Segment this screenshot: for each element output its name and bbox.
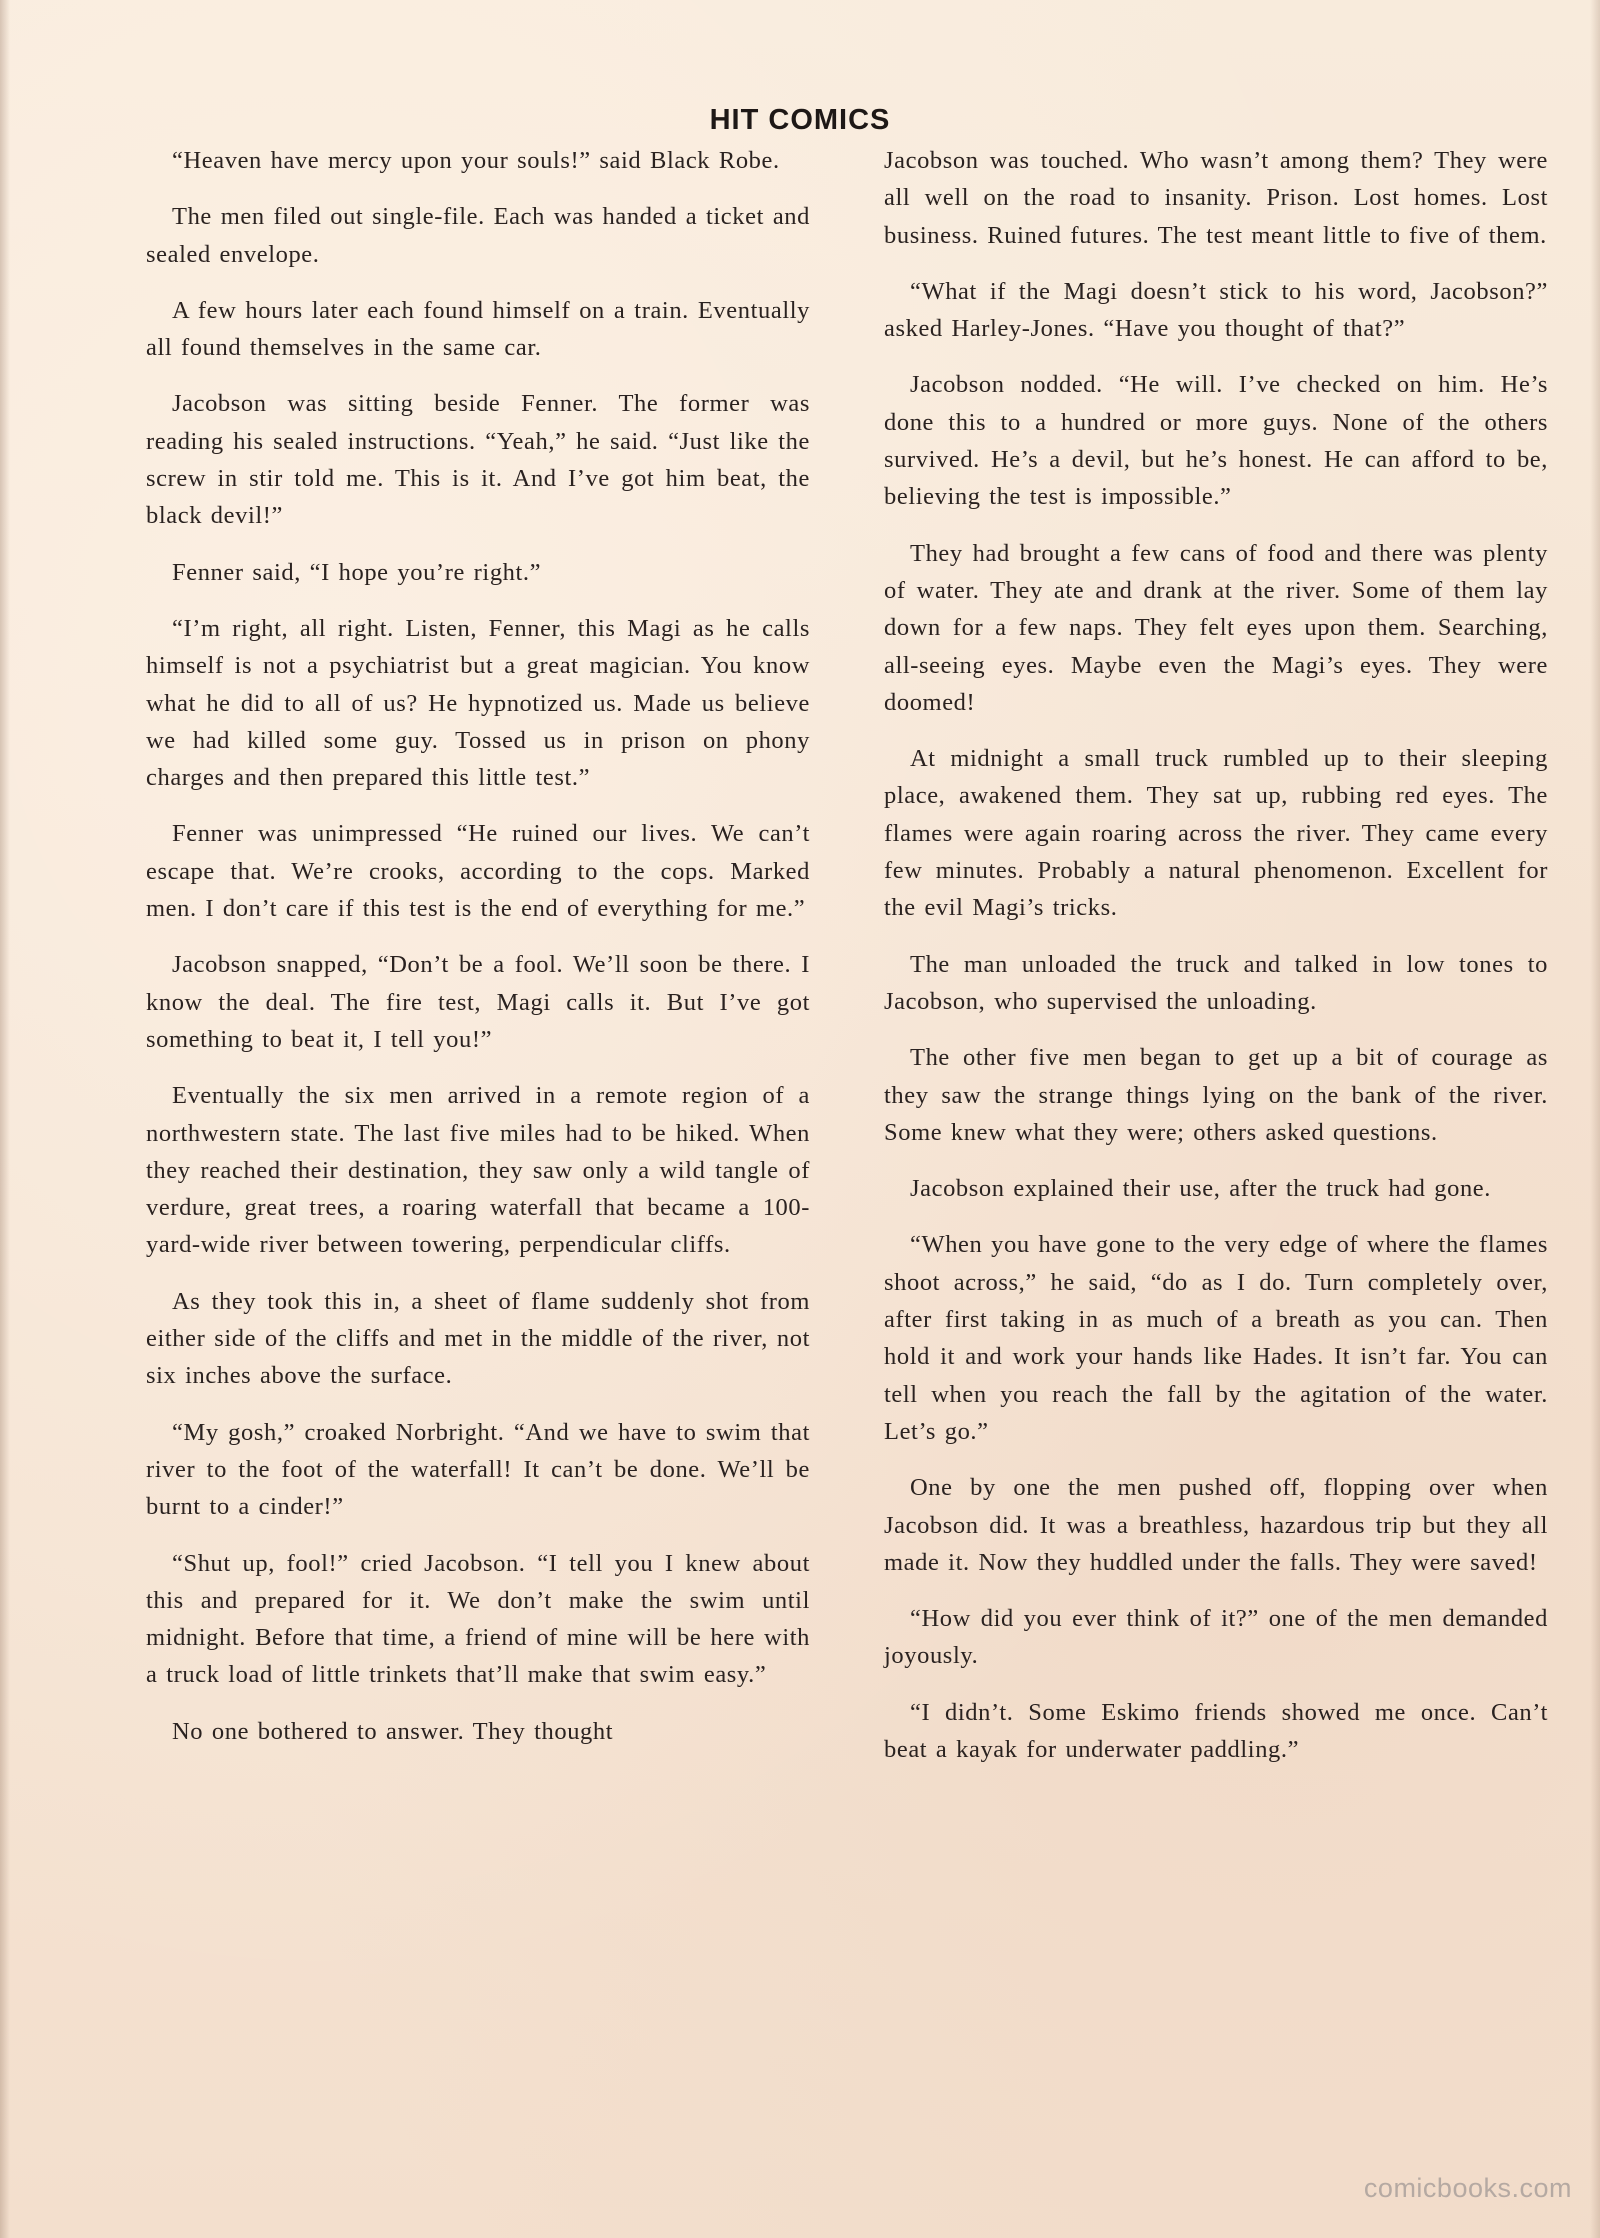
paragraph: “Heaven have mercy upon your souls!” said Black Robe. bbox=[172, 147, 780, 174]
paragraph: They had brought a few cans of food and there was plenty of water. They ate and drank at the river. Some of them lay down for a few naps. They felt eyes upon them. Searching, all-seeing eyes. Maybe even the Magi’s eyes. They were doomed! bbox=[884, 539, 1548, 716]
page-header: HIT COMICS bbox=[709, 104, 891, 136]
paragraph: “What if the Magi doesn’t stick to his word, Jacobson?” asked Harley-Jones. “Have you thought of that?” bbox=[884, 277, 1548, 343]
paragraph: “How did you ever think of it?” one of the men demanded joyously. bbox=[884, 1605, 1548, 1670]
paragraph: Jacobson snapped, “Don’t be a fool. We’ll soon be there. I know the deal. The fire test, Magi calls it. But I’ve got something to beat it, I tell you!” bbox=[146, 951, 810, 1053]
paragraph: Jacobson explained their use, after the truck had gone. bbox=[910, 1175, 1492, 1203]
paragraph: Eventually the six men arrived in a remote region of a northwestern state. The last five miles had to be hiked. When they reached their destination, they saw only a wild tangle of verdure, great trees, a roaring waterfall that became a 100-yard-wide river between towering, perpendicular cliffs. bbox=[146, 1082, 810, 1259]
paragraph: The men filed out single-file. Each was handed a ticket and sealed envelope. bbox=[146, 203, 810, 268]
right-text-column bbox=[884, 142, 1548, 1787]
paragraph: No one bothered to answer. They thought bbox=[172, 1717, 614, 1745]
paragraph: Jacobson was touched. Who wasn’t among them? They were all well on the road to insanity. Prison. Lost homes. Lost business. Ruined futures. The test meant little to five of them. bbox=[884, 147, 1548, 249]
watermark: comicbooks.com bbox=[1363, 2173, 1572, 2203]
paragraph: “I’m right, all right. Listen, Fenner, this Magi as he calls himself is not a psychiatrist but a great magician. You know what he did to all of us? He hypnotized us. Made us believe we had killed some guy. Tossed us in prison on phony charges and then prepared this little test.” bbox=[146, 614, 810, 792]
paragraph: As they took this in, a sheet of flame suddenly shot from either side of the cliffs and met in the middle of the river, not six inches above the surface. bbox=[146, 1287, 810, 1390]
paragraph: “When you have gone to the very edge of where the flames shoot across,” he said, “do as I do. Turn completely over, after first taking in as much of a breath as you can. Then hold it and work your hands like Hades. It isn’t far. You can tell when you reach the fall by the agitation of the water. Let’s go.” bbox=[884, 1231, 1548, 1445]
paragraph: “I didn’t. Some Eskimo friends showed me once. Can’t beat a kayak for underwater paddling.” bbox=[884, 1698, 1548, 1763]
page-edge-left bbox=[0, 0, 10, 2238]
paragraph: Jacobson was sitting beside Fenner. The former was reading his sealed instructions. “Yeah,” he said. “Just like the screw in stir told me. This is it. And I’ve got him beat, the black devil!” bbox=[146, 390, 810, 530]
paragraph: One by one the men pushed off, flopping over when Jacobson did. It was a breathless, hazardous trip but they all made it. Now they huddled under the falls. They were saved! bbox=[884, 1474, 1548, 1576]
paragraph: A few hours later each found himself on a train. Eventually all found themselves in the same car. bbox=[146, 296, 810, 362]
paragraph: Fenner said, “I hope you’re right.” bbox=[172, 558, 542, 586]
paragraph: Fenner was unimpressed “He ruined our lives. We can’t escape that. We’re crooks, according to the cops. Marked men. I don’t care if this test is the end of everything for me.” bbox=[146, 820, 810, 923]
page-edge-right bbox=[1590, 0, 1600, 2238]
paragraph: “My gosh,” croaked Norbright. “And we have to swim that river to the foot of the waterfall! It can’t be done. We’ll be burnt to a cinder!” bbox=[146, 1418, 810, 1521]
paragraph: Jacobson nodded. “He will. I’ve checked on him. He’s done this to a hundred or more guys. None of the others survived. He’s a devil, but he’s honest. He can afford to be, believing the test is impossible.” bbox=[884, 371, 1548, 511]
left-text-column bbox=[146, 142, 810, 1769]
paragraph: At midnight a small truck rumbled up to their sleeping place, awakened them. They sat up, rubbing red eyes. The flames were again roaring across the river. They came every few minutes. Probably a natural phenomenon. Excellent for the evil Magi’s tricks. bbox=[884, 745, 1548, 922]
paragraph: “Shut up, fool!” cried Jacobson. “I tell you I knew about this and prepared for it. We don’t make the swim until midnight. Before that time, a friend of mine will be here with a truck load of little trinkets that’ll make that swim easy.” bbox=[146, 1549, 810, 1689]
paragraph: The other five men began to get up a bit of courage as they saw the strange things lying on the bank of the river. Some knew what they were; others asked questions. bbox=[884, 1044, 1548, 1146]
paragraph: The man unloaded the truck and talked in low tones to Jacobson, who supervised the unloading. bbox=[884, 950, 1548, 1015]
